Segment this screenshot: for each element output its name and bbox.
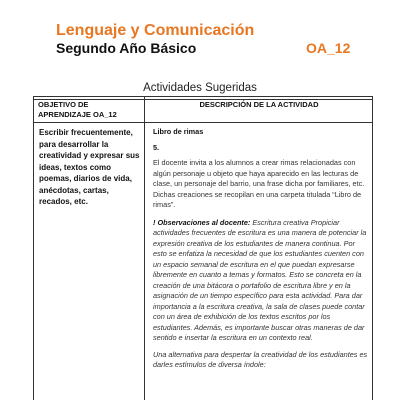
objective-code: OA_12 [306, 40, 351, 56]
activity-number: 5. [153, 142, 160, 152]
column-header-description: DESCRIPCIÓN DE LA ACTIVIDAD [199, 100, 319, 109]
activity-description: El docente invita a los alumnos a crear rimas relacionadas con algún personaje u objeto que haya aparecido en las lecturas de clase, un personaje del barrio, una frase dicha por familiares, etc. Dichas creaciones se recopilan en una carpeta titulada “Libro de rimas”. [153, 158, 365, 209]
section-title: Actividades Sugeridas [143, 82, 257, 94]
observations-text: Escritura creativa Propiciar actividades frecuentes de escritura es una manera de potenciar la expresión creativa de los estudiantes de manera continua. Por esto se enfatiza la necesidad de que los estudiantes cuenten con un espacio semanal de escritura en el que puedan expresarse libremente en cuanto a temas y formatos. Esto se concreta en la creación de una bitácora o portafolio de escritura libre y en la asignación de un tiempo específico para esta actividad. Para dar importancia a la escritura creativa, la sala de clases puede contar con un área de exhibición de los textos escritos por los estudiantes. Además, es importante buscar otras maneras de dar sentido e insertar la escritura en un contexto real. [153, 217, 367, 342]
objective-text: Escribir frecuentemente, para desarrollar la creatividad y expresar sus ideas, textos como poemas, diarios de vida, anécdotas, cartas, recados, etc. [39, 128, 140, 206]
subject-title: Lenguaje y Comunicación [56, 22, 255, 39]
alternative-text: Una alternativa para despertar la creatividad de los estudiantes es darles estímulos de diversa índole: [153, 349, 368, 369]
observations-label: ! Observaciones al docente: [153, 217, 251, 227]
table-header-divider [34, 122, 372, 123]
table-column-divider [144, 97, 145, 400]
grade-level: Segundo Año Básico [56, 40, 197, 56]
activity-description-cell [153, 127, 369, 371]
column-header-objective: OBJETIVO DE APRENDIZAJE OA_12 [38, 100, 117, 119]
activity-title: Libro de rimas [153, 127, 204, 136]
teacher-observations [153, 218, 369, 344]
activities-table [33, 96, 373, 400]
